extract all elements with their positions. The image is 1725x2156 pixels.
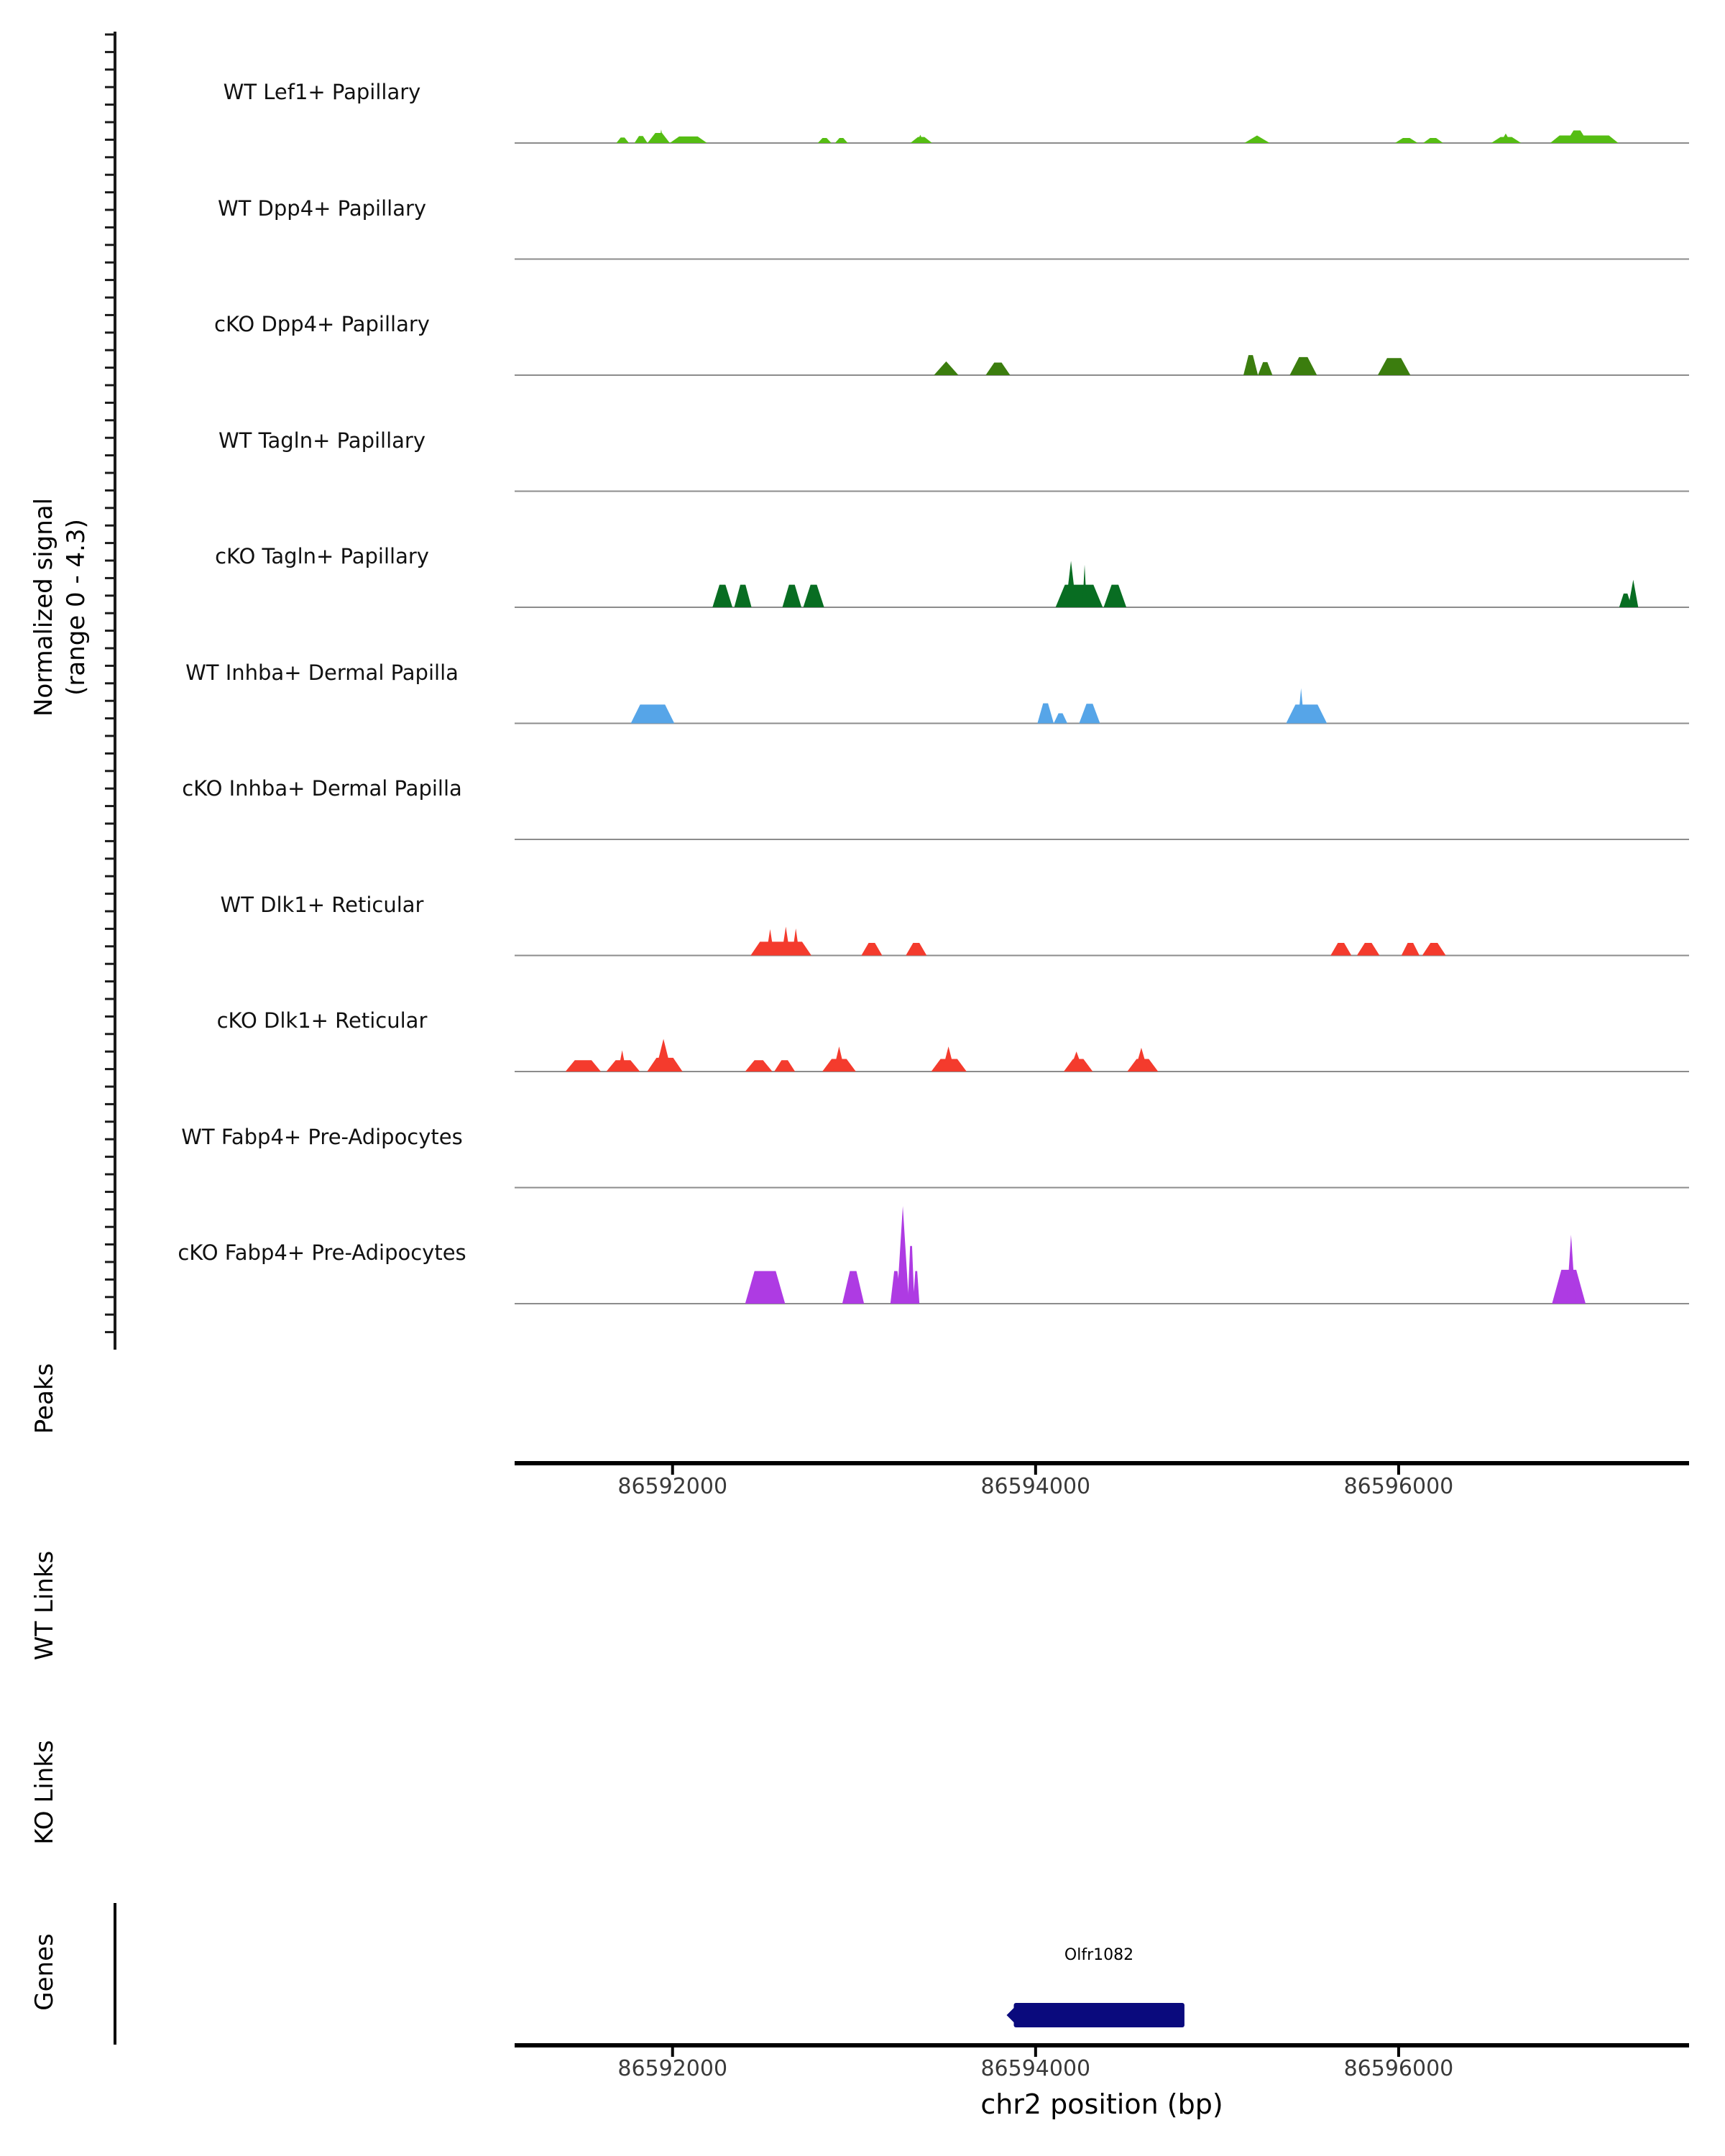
section-label-ko-links: KO Links (30, 1740, 59, 1845)
bottom-axis (515, 2045, 1689, 2081)
section-label-genes: Genes (30, 1933, 59, 2011)
track-signal (616, 129, 1618, 143)
peaks-axis (515, 1463, 1689, 1499)
axis-tick-label: 86594000 (980, 1474, 1091, 1499)
axis-tick-label: 86594000 (980, 2056, 1091, 2081)
genes-section (115, 1903, 1184, 2045)
track-label: WT Lef1+ Papillary (223, 80, 421, 104)
axis-tick-label: 86596000 (1343, 1474, 1454, 1499)
section-label-wt-links: WT Links (30, 1550, 59, 1661)
track-label: WT Inhba+ Dermal Papilla (185, 660, 459, 685)
section-label-peaks: Peaks (30, 1363, 59, 1434)
y-axis-label (28, 284, 97, 931)
x-axis-title: chr2 position (bp) (980, 2088, 1223, 2120)
track-label: WT Tagln+ Papillary (218, 428, 426, 453)
track-signal (750, 926, 1445, 955)
track-signal (745, 1206, 1586, 1304)
track-signal (934, 355, 1410, 375)
y-axis-label-line2: (range 0 - 4.3) (61, 519, 91, 696)
track-label: WT Dpp4+ Papillary (217, 195, 427, 221)
track-label: cKO Inhba+ Dermal Papilla (182, 776, 462, 801)
track-signal (566, 1039, 1159, 1072)
gene-strand-arrow (1007, 2007, 1016, 2024)
track-signal (712, 561, 1638, 607)
y-axis-label-line1: Normalized signal (29, 497, 58, 717)
gene-body (1014, 2003, 1184, 2027)
track-label: WT Dlk1+ Reticular (220, 892, 424, 917)
axis-tick-label: 86592000 (617, 2056, 728, 2081)
track-label: WT Fabp4+ Pre-Adipocytes (181, 1124, 463, 1149)
track-label: cKO Dpp4+ Papillary (214, 312, 430, 336)
track-label: cKO Dlk1+ Reticular (216, 1008, 428, 1033)
track-signal (631, 688, 1328, 724)
gene-name-label: Olfr1082 (1064, 1946, 1134, 1964)
axis-tick-label: 86592000 (617, 1474, 728, 1499)
axis-tick-label: 86596000 (1343, 2056, 1454, 2081)
signal-ruler (105, 32, 115, 1350)
track-label: cKO Fabp4+ Pre-Adipocytes (178, 1240, 466, 1265)
track-label: cKO Tagln+ Papillary (215, 544, 429, 568)
